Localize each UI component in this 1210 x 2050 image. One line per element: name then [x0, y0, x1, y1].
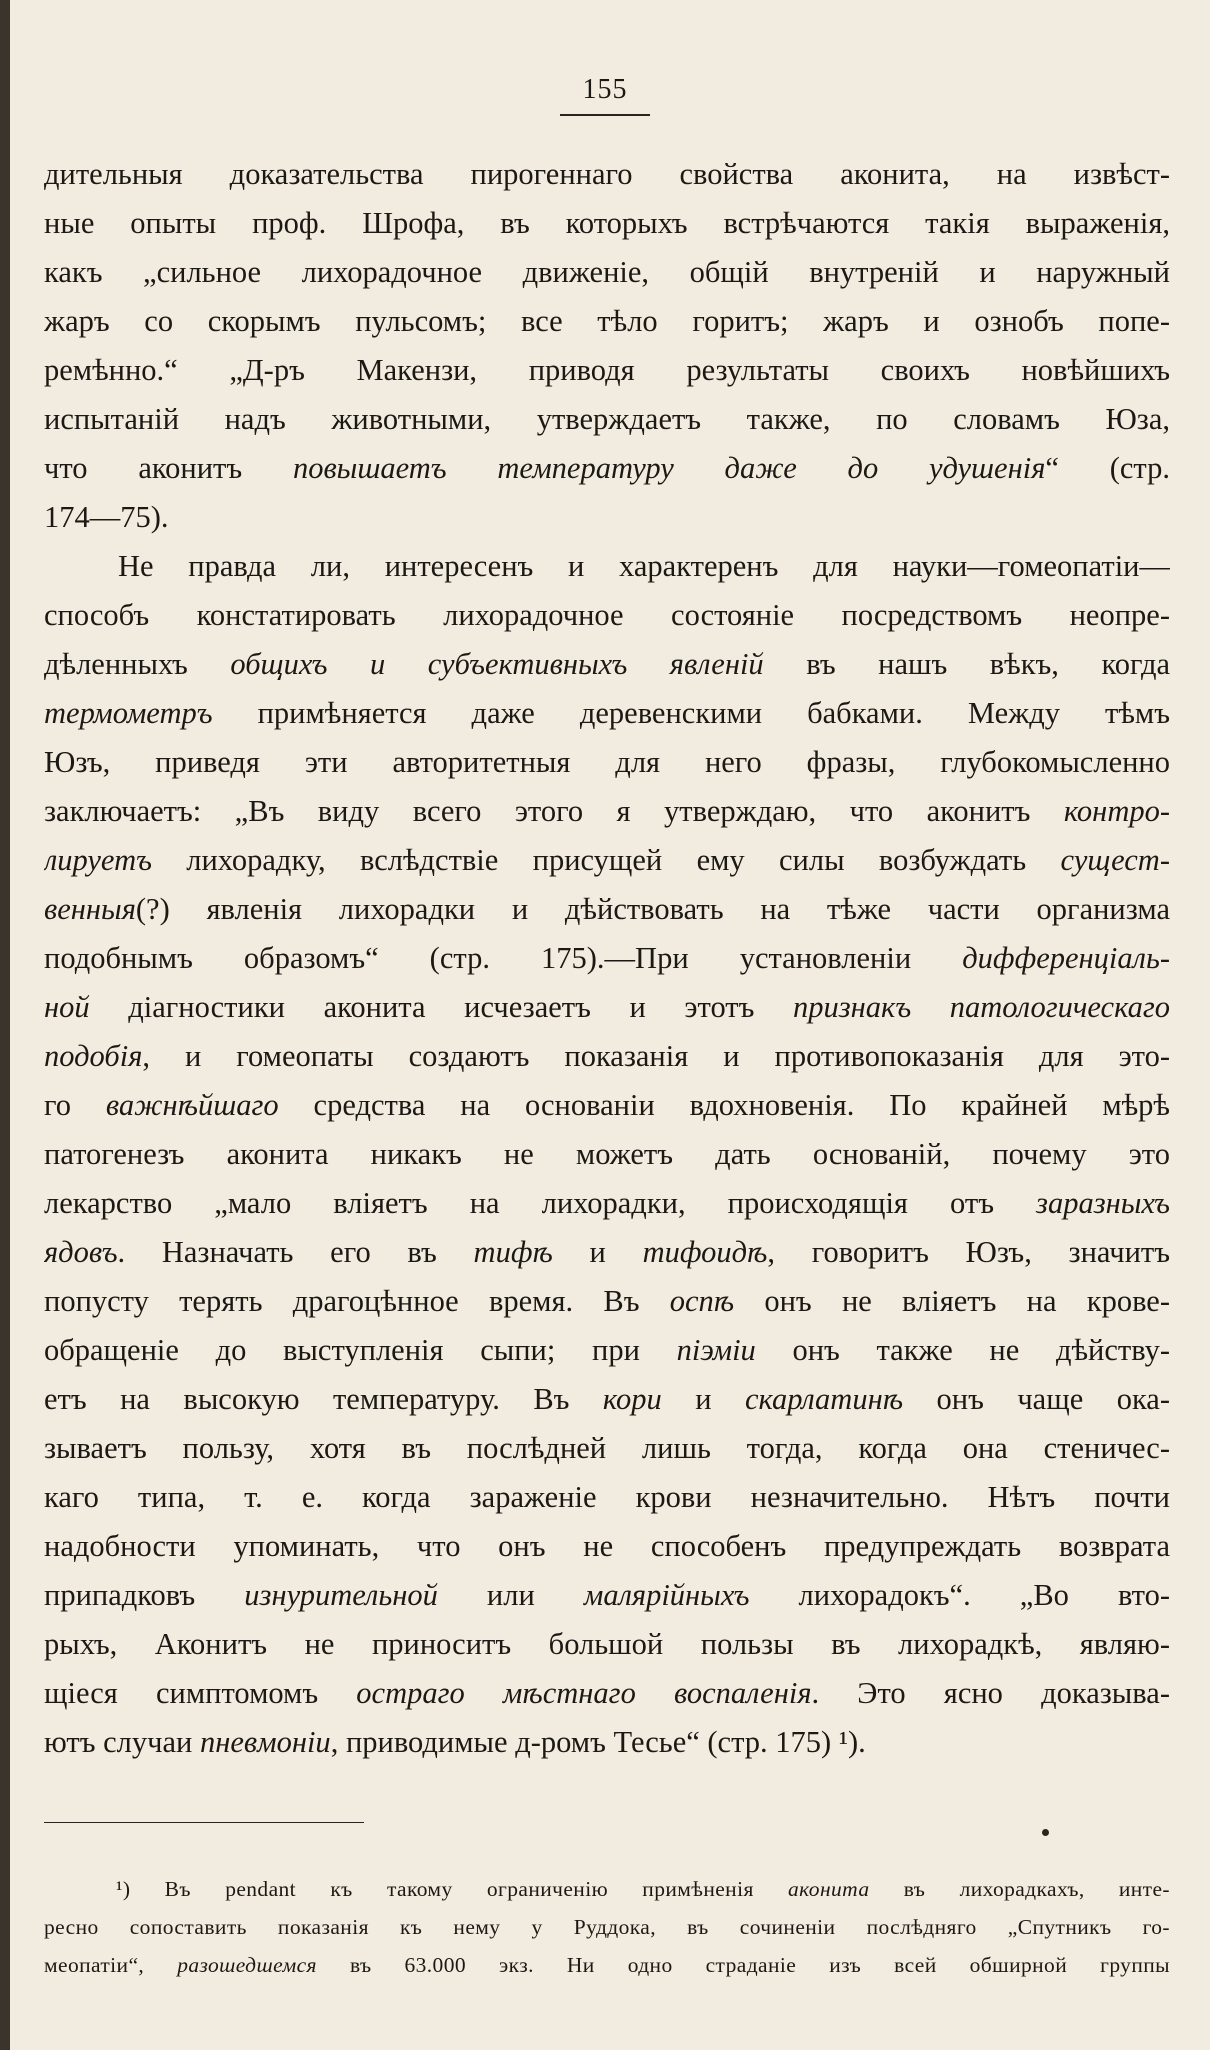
text-run: дѣленныхъ: [44, 647, 231, 681]
text-run: подобнымъ образомъ“ (стр. 175).—При установленіи: [44, 941, 963, 975]
text-run: щіеся симптомомъ: [44, 1676, 357, 1710]
text-run: онъ не вліяетъ на крове-: [734, 1284, 1170, 1318]
italic-text: лируетъ: [44, 843, 152, 877]
italic-text: дифференціаль-: [962, 941, 1170, 975]
text-run: обращеніе до выступленія сыпи; при: [44, 1333, 677, 1367]
body-line: [44, 983, 1170, 1032]
text-run: меопатіи“,: [44, 1953, 178, 1977]
text-run: ресно сопоставить показанія къ нему у Руддока, въ сочиненіи послѣдняго „Спутникъ го-: [44, 1915, 1170, 1939]
italic-text: важнѣйшаго: [105, 1088, 279, 1122]
italic-text: тифѣ: [473, 1235, 553, 1269]
body-line: [44, 885, 1170, 934]
body-line: [44, 1081, 1170, 1130]
body-line: [44, 1228, 1170, 1277]
body-line: [44, 1522, 1170, 1571]
body-line: [44, 493, 1170, 542]
italic-text: общихъ и субъективныхъ явленій: [230, 647, 764, 681]
text-run: ¹) Въ pendant къ такому ограниченію примѣненія: [116, 1877, 789, 1901]
text-run: ютъ случаи: [44, 1725, 200, 1759]
body-line: [44, 542, 1170, 591]
italic-text: ядовъ: [44, 1235, 118, 1269]
text-run: , и гомеопаты создаютъ показанія и противопоказанія для это-: [142, 1039, 1170, 1073]
italic-text: венныя: [44, 892, 136, 926]
text-run: въ 63.000 экз. Ни одно страданіе изъ всей обширной группы: [316, 1953, 1170, 1977]
text-run: зываетъ пользу, хотя въ послѣдней лишь тогда, когда она стеничес-: [44, 1431, 1170, 1465]
footnote-separator: [44, 1822, 364, 1823]
text-run: въ нашъ вѣкъ, когда: [763, 647, 1170, 681]
text-run: въ лихорадкахъ, инте-: [869, 1877, 1170, 1901]
text-run: или: [437, 1578, 584, 1612]
text-run: лихорадку, вслѣдствіе присущей ему силы возбуждать: [151, 843, 1061, 877]
text-run: . Это ясно доказыва-: [811, 1676, 1170, 1710]
italic-text: остраго мѣстнаго воспаленія: [356, 1676, 812, 1710]
text-run: . Назначать его въ: [117, 1235, 474, 1269]
body-line: [44, 934, 1170, 983]
body-line: [44, 346, 1170, 395]
text-run: Не правда ли, интересенъ и характеренъ для науки—гомеопатіи—: [118, 549, 1170, 583]
text-run: рыхъ, Аконитъ не приноситъ большой пользы въ лихорадкѣ, являю-: [44, 1627, 1170, 1661]
body-line: [44, 787, 1170, 836]
body-line: [44, 1424, 1170, 1473]
text-run: патогенезъ аконита никакъ не можетъ дать основаній, почему это: [44, 1137, 1170, 1171]
text-run: , приводимые д-ромъ Тесье“ (стр. 175) ¹).: [330, 1725, 866, 1759]
text-run: діагностики аконита исчезаетъ и этотъ: [89, 990, 794, 1024]
italic-text: признакъ патологическаго: [793, 990, 1170, 1024]
italic-text: пневмоніи: [199, 1725, 331, 1759]
printer-dot-mark: [1042, 1829, 1049, 1836]
body-line: [44, 1571, 1170, 1620]
text-run: 174—75).: [44, 500, 169, 534]
text-run: что аконитъ: [44, 451, 293, 485]
body-line: [44, 297, 1170, 346]
text-run: онъ также не дѣйству-: [755, 1333, 1170, 1367]
text-run: дительныя доказательства пирогеннаго свойства аконита, на извѣст-: [44, 157, 1170, 191]
text-run: способъ констатировать лихорадочное состояніе посредствомъ неопре-: [44, 598, 1170, 632]
body-line: [44, 1718, 1170, 1767]
body-line: [44, 1326, 1170, 1375]
text-run: испытаній надъ животными, утверждаетъ также, по словамъ Юза,: [44, 402, 1170, 436]
body-text: [44, 150, 1170, 1767]
page-number: 155: [582, 74, 628, 105]
text-run: жаръ со скорымъ пульсомъ; все тѣло горитъ; жаръ и ознобъ попе-: [44, 304, 1170, 338]
italic-text: оспѣ: [669, 1284, 735, 1318]
body-line: [44, 836, 1170, 885]
italic-text: ной: [44, 990, 90, 1024]
italic-text: сущест-: [1060, 843, 1170, 877]
binding-edge: [0, 0, 10, 2050]
text-run: , говоритъ Юзъ, значитъ: [767, 1235, 1170, 1269]
text-run: и: [552, 1235, 643, 1269]
body-line: [44, 199, 1170, 248]
footnote-line: [44, 1870, 1170, 1908]
body-line: [44, 1473, 1170, 1522]
text-run: Юзъ, приведя эти авторитетныя для него фразы, глубокомысленно: [44, 745, 1170, 779]
footnote-line: [44, 1908, 1170, 1946]
body-line: [44, 1130, 1170, 1179]
italic-text: скарлатинѣ: [745, 1382, 904, 1416]
italic-text: повышаетъ температуру даже до удушенія: [292, 451, 1046, 485]
text-run: онъ чаще ока-: [903, 1382, 1170, 1416]
italic-text: піэміи: [676, 1333, 756, 1367]
italic-text: контро-: [1063, 794, 1170, 828]
body-line: [44, 248, 1170, 297]
italic-text: аконита: [788, 1877, 870, 1901]
text-run: лекарство „мало вліяетъ на лихорадки, происходящія отъ: [44, 1186, 1037, 1220]
italic-text: термометръ: [44, 696, 213, 730]
footnote-line: [44, 1946, 1170, 1984]
italic-text: разошедшемся: [177, 1953, 317, 1977]
body-line: [44, 444, 1170, 493]
body-line: [44, 1179, 1170, 1228]
italic-text: малярійныхъ: [583, 1578, 750, 1612]
italic-text: кори: [602, 1382, 662, 1416]
text-run: “ (стр.: [1045, 451, 1170, 485]
body-line: [44, 395, 1170, 444]
text-run: надобности упоминать, что онъ не способенъ предупреждать возврата: [44, 1529, 1170, 1563]
text-run: го: [44, 1088, 106, 1122]
text-run: примѣняется даже деревенскими бабками. Между тѣмъ: [212, 696, 1170, 730]
italic-text: заразныхъ: [1036, 1186, 1170, 1220]
text-run: какъ „сильное лихорадочное движеніе, общій внутреній и наружный: [44, 255, 1170, 289]
text-run: средства на основаніи вдохновенія. По крайней мѣрѣ: [278, 1088, 1170, 1122]
italic-text: тифоидѣ: [642, 1235, 768, 1269]
page-number-underline: [560, 114, 650, 116]
text-run: попусту терять драгоцѣнное время. Въ: [44, 1284, 670, 1318]
body-line: [44, 150, 1170, 199]
body-line: [44, 738, 1170, 787]
italic-text: подобія: [44, 1039, 143, 1073]
text-run: (?) явленія лихорадки и дѣйствовать на тѣже части организма: [135, 892, 1170, 926]
body-line: [44, 1032, 1170, 1081]
body-line: [44, 1375, 1170, 1424]
text-run: припадковъ: [44, 1578, 245, 1612]
text-run: лихорадокъ“. „Во вто-: [749, 1578, 1170, 1612]
italic-text: изнурительной: [244, 1578, 438, 1612]
body-line: [44, 1620, 1170, 1669]
body-line: [44, 1277, 1170, 1326]
footnote-text: [44, 1870, 1170, 1984]
text-run: и: [661, 1382, 745, 1416]
body-line: [44, 689, 1170, 738]
text-run: каго типа, т. е. когда зараженіе крови незначительно. Нѣтъ почти: [44, 1480, 1170, 1514]
body-line: [44, 1669, 1170, 1718]
text-run: етъ на высокую температуру. Въ: [44, 1382, 603, 1416]
text-run: ремѣнно.“ „Д-ръ Макензи, приводя результаты своихъ новѣйшихъ: [44, 353, 1170, 387]
text-run: заключаетъ: „Въ виду всего этого я утверждаю, что аконитъ: [44, 794, 1064, 828]
body-line: [44, 591, 1170, 640]
text-run: ные опыты проф. Шрофа, въ которыхъ встрѣчаются такія выраженія,: [44, 206, 1170, 240]
body-line: [44, 640, 1170, 689]
